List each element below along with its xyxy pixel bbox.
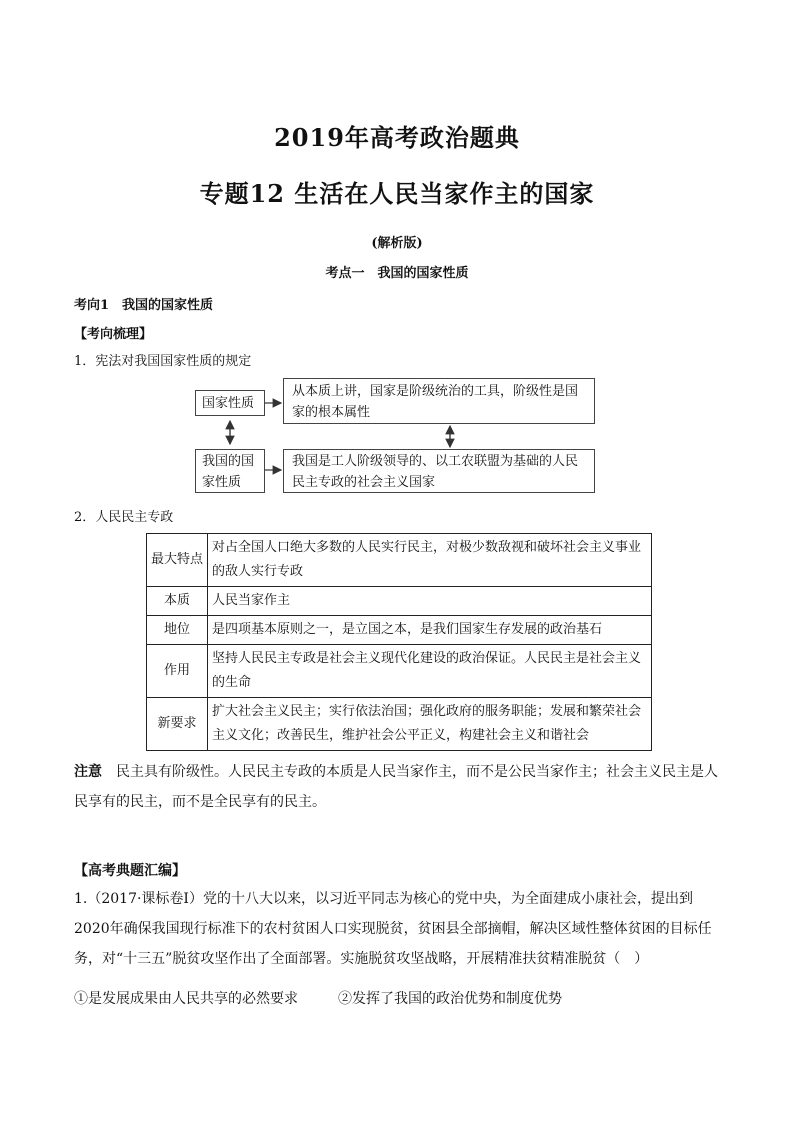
table-row-key: 最大特点: [147, 534, 208, 587]
table-row-value: 是四项基本原则之一，是立国之本，是我们国家生存发展的政治基石: [208, 616, 652, 645]
exam-heading: 【高考典题汇编】: [74, 863, 186, 879]
section-title: 考点一 我国的国家性质: [325, 266, 469, 281]
edition-label: (解析版): [371, 236, 423, 251]
note-text: 民主具有阶级性。人民民主专政的本质是人民当家作主，而不是公民当家作主；社会主义民主是人民享有的民主，而不是全民享有的民主。: [74, 764, 718, 810]
table-row-value: 坚持人民民主专政是社会主义现代化建设的政治保证。人民民主是社会主义的生命: [208, 645, 652, 698]
box-essence: 从本质上讲，国家是阶级统治的工具，阶级性是国家的根本属性: [283, 378, 595, 424]
document-title: 2019年高考政治题典: [274, 123, 520, 152]
question-1: 1.（2017·课标卷Ⅰ）党的十八大以来，以习近平同志为核心的党中央，为全面建成小康社会，提出到2020年确保我国现行标准下的农村贫困人口实现脱贫，贫困县全部摘帽，解决区域性整体贫困的目标任务，对“十三五”脱贫攻坚作出了全面部署。实施脱贫攻坚战略，开展精准扶贫精准脱贫（ ）: [74, 891, 712, 967]
option-2: ②发挥了我国的政治优势和制度优势: [338, 991, 562, 1007]
review-heading: 【考向梳理】: [74, 327, 153, 342]
table-row-value: 人民当家作主: [208, 587, 652, 616]
table-row: [147, 616, 652, 645]
dictatorship-table: [146, 533, 652, 751]
direction-title: 考向1 我国的国家性质: [74, 298, 214, 313]
table-row-key: 地位: [147, 616, 208, 645]
table-row-value: 对占全国人口绝大多数的人民实行民主，对极少数敌视和破坏社会主义事业的敌人实行专政: [208, 534, 652, 587]
table-row-key: 新要求: [147, 698, 208, 751]
item2-title: 2．人民民主专政: [74, 510, 174, 525]
option-1: ①是发展成果由人民共享的必然要求: [74, 991, 298, 1007]
note-paragraph: [74, 757, 724, 817]
table-row: [147, 534, 652, 587]
table-row-value: 扩大社会主义民主；实行依法治国；强化政府的服务职能；发展和繁荣社会主义文化；改善民生，维护社会公平正义，构建社会主义和谐社会: [208, 698, 652, 751]
box-china-desc: 我国是工人阶级领导的、以工农联盟为基础的人民民主专政的社会主义国家: [283, 449, 595, 493]
box-china-nature: 我国的国家性质: [195, 449, 265, 493]
table-row: [147, 645, 652, 698]
table-row: [147, 587, 652, 616]
item1-title: 1．宪法对我国国家性质的规定: [74, 354, 252, 369]
document-subtitle: 专题12 生活在人民当家作主的国家: [199, 179, 595, 208]
note-label: 注意: [74, 764, 102, 780]
table-row-key: 作用: [147, 645, 208, 698]
table-row-key: 本质: [147, 587, 208, 616]
diagram-arrows: [0, 0, 794, 520]
box-state-nature: 国家性质: [195, 390, 265, 416]
table-row: [147, 698, 652, 751]
